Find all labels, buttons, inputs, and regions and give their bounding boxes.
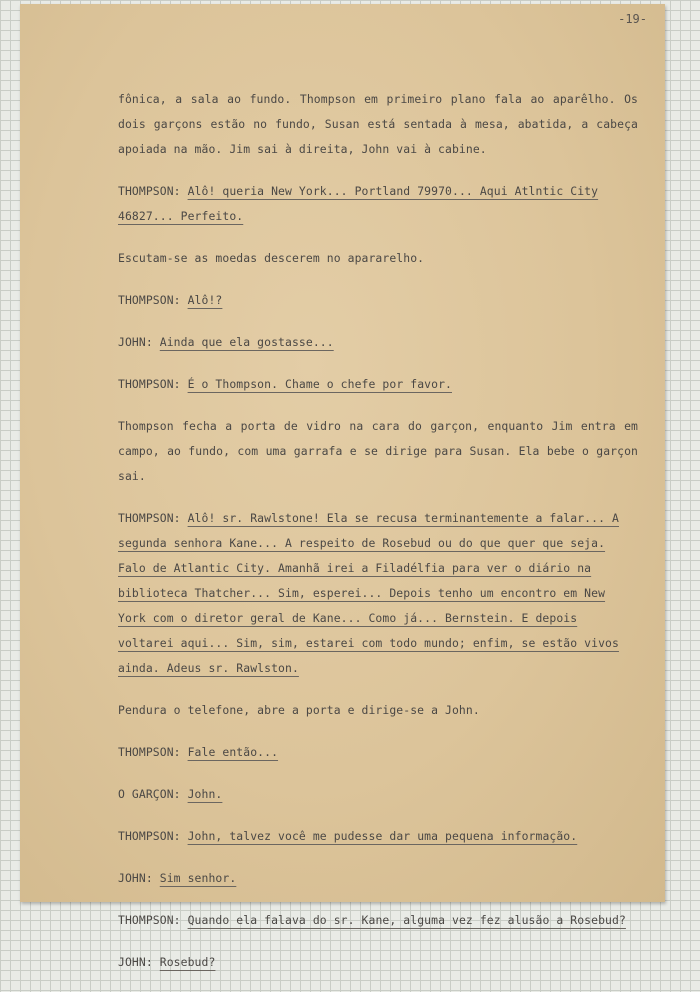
dialogue-line <box>118 330 638 355</box>
dialogue-text: John, talvez você me pudesse dar uma pequena informação. <box>187 829 578 843</box>
dialogue-text: Ainda que ela gostasse... <box>159 335 334 349</box>
dialogue-text: Alô! sr. Rawlstone! Ela se recusa terminantemente a falar... A segunda senhora Kane... A respeito de Rosebud ou do que quer que seja. Falo de Atlantic City. Amanhã irei a Filadélfia para ver o diário na biblioteca Thatcher... Sim, esperei... Depois tenho um encontro em New York com o diretor geral de Kane... Como já... Bernstein. E depois voltarei aqui... Sim, sim, estarei com todo mundo; enfim, se estão vivos ainda. Adeus sr. Rawlston. <box>118 511 619 675</box>
dialogue-text: Alô! queria New York... Portland 79970... Aqui Atlntic City 46827... Perfeito. <box>118 184 599 223</box>
dialogue-line <box>118 866 638 891</box>
dialogue-line <box>118 372 638 397</box>
speaker-name: O GARÇON: <box>118 787 181 801</box>
speaker-name: THOMPSON: <box>118 184 181 198</box>
speaker-name: THOMPSON: <box>118 377 181 391</box>
dialogue-line <box>118 288 638 313</box>
stage-direction: fônica, a sala ao fundo. Thompson em primeiro plano fala ao aparêlho. Os dois garçons estão no fundo, Susan está sentada à mesa, abatida, a cabeça apoiada na mão. Jim sai à direita, John vai à cabine. <box>118 92 638 156</box>
dialogue-text: Rosebud? <box>159 955 216 969</box>
dialogue-text: É o Thompson. Chame o chefe por favor. <box>187 377 452 391</box>
script-body <box>118 87 638 992</box>
dialogue-line <box>118 950 638 975</box>
dialogue-text: Alô!? <box>187 293 223 307</box>
dialogue-line <box>118 908 638 933</box>
dialogue-line <box>118 824 638 849</box>
stage-direction: Thompson fecha a porta de vidro na cara do garçon, enquanto Jim entra em campo, ao fundo, com uma garrafa e se dirige para Susan. Ela bebe o garçon sai. <box>118 419 638 483</box>
speaker-name: THOMPSON: <box>118 829 181 843</box>
dialogue-text: Sim senhor. <box>159 871 237 885</box>
speaker-name: JOHN: <box>118 335 153 349</box>
speaker-name: THOMPSON: <box>118 511 181 525</box>
dialogue-text: John. <box>187 787 223 801</box>
dialogue-line <box>118 506 638 681</box>
speaker-name: THOMPSON: <box>118 913 181 927</box>
stage-direction: Pendura o telefone, abre a porta e dirige-se a John. <box>118 703 480 717</box>
dialogue-line <box>118 782 638 807</box>
dialogue-line <box>118 179 638 229</box>
dialogue-text: Fale então... <box>187 745 279 759</box>
dialogue-line <box>118 740 638 765</box>
speaker-name: JOHN: <box>118 955 153 969</box>
typewritten-page <box>20 4 665 969</box>
stage-direction: Escutam-se as moedas descerem no apararelho. <box>118 251 425 265</box>
dialogue-text: Quando ela falava do sr. Kane, alguma vez fez alusão a Rosebud? <box>187 913 626 927</box>
page-number: -19- <box>618 12 647 26</box>
speaker-name: THOMPSON: <box>118 293 181 307</box>
speaker-name: JOHN: <box>118 871 153 885</box>
speaker-name: THOMPSON: <box>118 745 181 759</box>
